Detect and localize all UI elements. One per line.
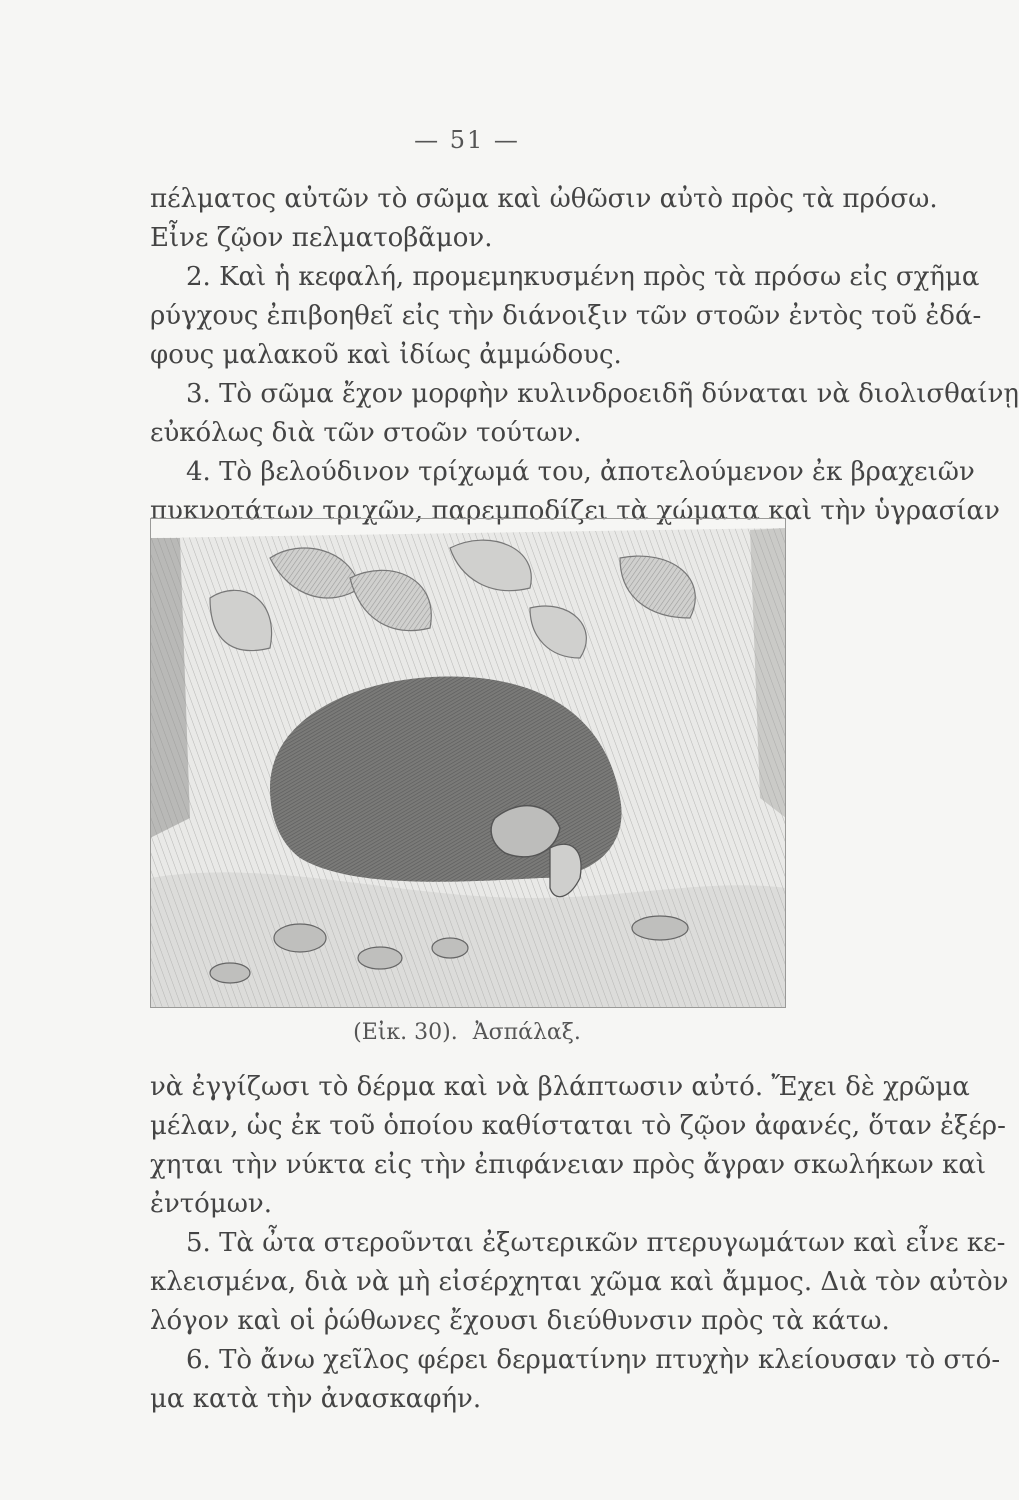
text-line: 2. Καὶ ἡ κεφαλή, προμεμηκυσμένη πρὸς τὰ πρόσω εἰς σχῆμα xyxy=(186,262,980,292)
text-line: 5. Τὰ ὦτα στεροῦνται ἐξωτερικῶν πτερυγωμάτων καὶ εἶνε κε- xyxy=(186,1228,1006,1258)
text-line: 4. Τὸ βελούδινον τρίχωμά του, ἀποτελούμενον ἐκ βραχειῶν xyxy=(186,457,975,487)
page-number: — 51 — xyxy=(414,126,520,154)
text-line: χηται τὴν νύκτα εἰς τὴν ἐπιφάνειαν πρὸς ἄγραν σκωλήκων καὶ xyxy=(150,1150,987,1180)
text-line: πέλματος αὐτῶν τὸ σῶμα καὶ ὠθῶσιν αὐτὸ πρὸς τὰ πρόσω. xyxy=(150,184,938,214)
text-line: μα κατὰ τὴν ἀνασκαφήν. xyxy=(150,1384,482,1414)
text-line: ρύγχους ἐπιβοηθεῖ εἰς τὴν διάνοιξιν τῶν στοῶν ἐντὸς τοῦ ἐδά- xyxy=(150,301,982,331)
text-line: φους μαλακοῦ καὶ ἰδίως ἀμμώδους. xyxy=(150,340,622,370)
figure-number: (Εἰκ. 30). xyxy=(353,1020,458,1045)
text-line: νὰ ἐγγίζωσι τὸ δέρμα καὶ νὰ βλάπτωσιν αὐτό. Ἔχει δὲ χρῶμα xyxy=(150,1072,970,1102)
figure-title: Ἀσπάλαξ. xyxy=(472,1020,581,1045)
mole-engraving xyxy=(150,518,786,1008)
text-line: εὐκόλως διὰ τῶν στοῶν τούτων. xyxy=(150,418,582,448)
text-line: 6. Τὸ ἄνω χεῖλος φέρει δερματίνην πτυχὴν κλείουσαν τὸ στό- xyxy=(186,1345,1001,1375)
text-line: μέλαν, ὡς ἐκ τοῦ ὁποίου καθίσταται τὸ ζῷον ἀφανές, ὅταν ἐξέρ- xyxy=(150,1111,1006,1141)
top-paragraphs xyxy=(150,180,1019,531)
text-line: κλεισμένα, διὰ νὰ μὴ εἰσέρχηται χῶμα καὶ ἄμμος. Διὰ τὸν αὐτὸν xyxy=(150,1267,1009,1297)
text-line: 3. Τὸ σῶμα ἔχον μορφὴν κυλινδροειδῆ δύναται νὰ διολισθαίνῃ xyxy=(186,379,1019,409)
text-line: λόγον καὶ οἱ ῥώθωνες ἔχουσι διεύθυνσιν πρὸς τὰ κάτω. xyxy=(150,1306,890,1336)
text-line: ἐντόμων. xyxy=(150,1189,272,1219)
text-line: πυκνοτάτων τριχῶν, παρεμποδίζει τὰ χώματα καὶ τὴν ὑγρασίαν xyxy=(150,496,1000,526)
text-line: Εἶνε ζῷον πελματοβᾶμον. xyxy=(150,223,493,253)
figure-caption xyxy=(0,1020,934,1045)
bottom-paragraphs xyxy=(150,1068,1009,1419)
